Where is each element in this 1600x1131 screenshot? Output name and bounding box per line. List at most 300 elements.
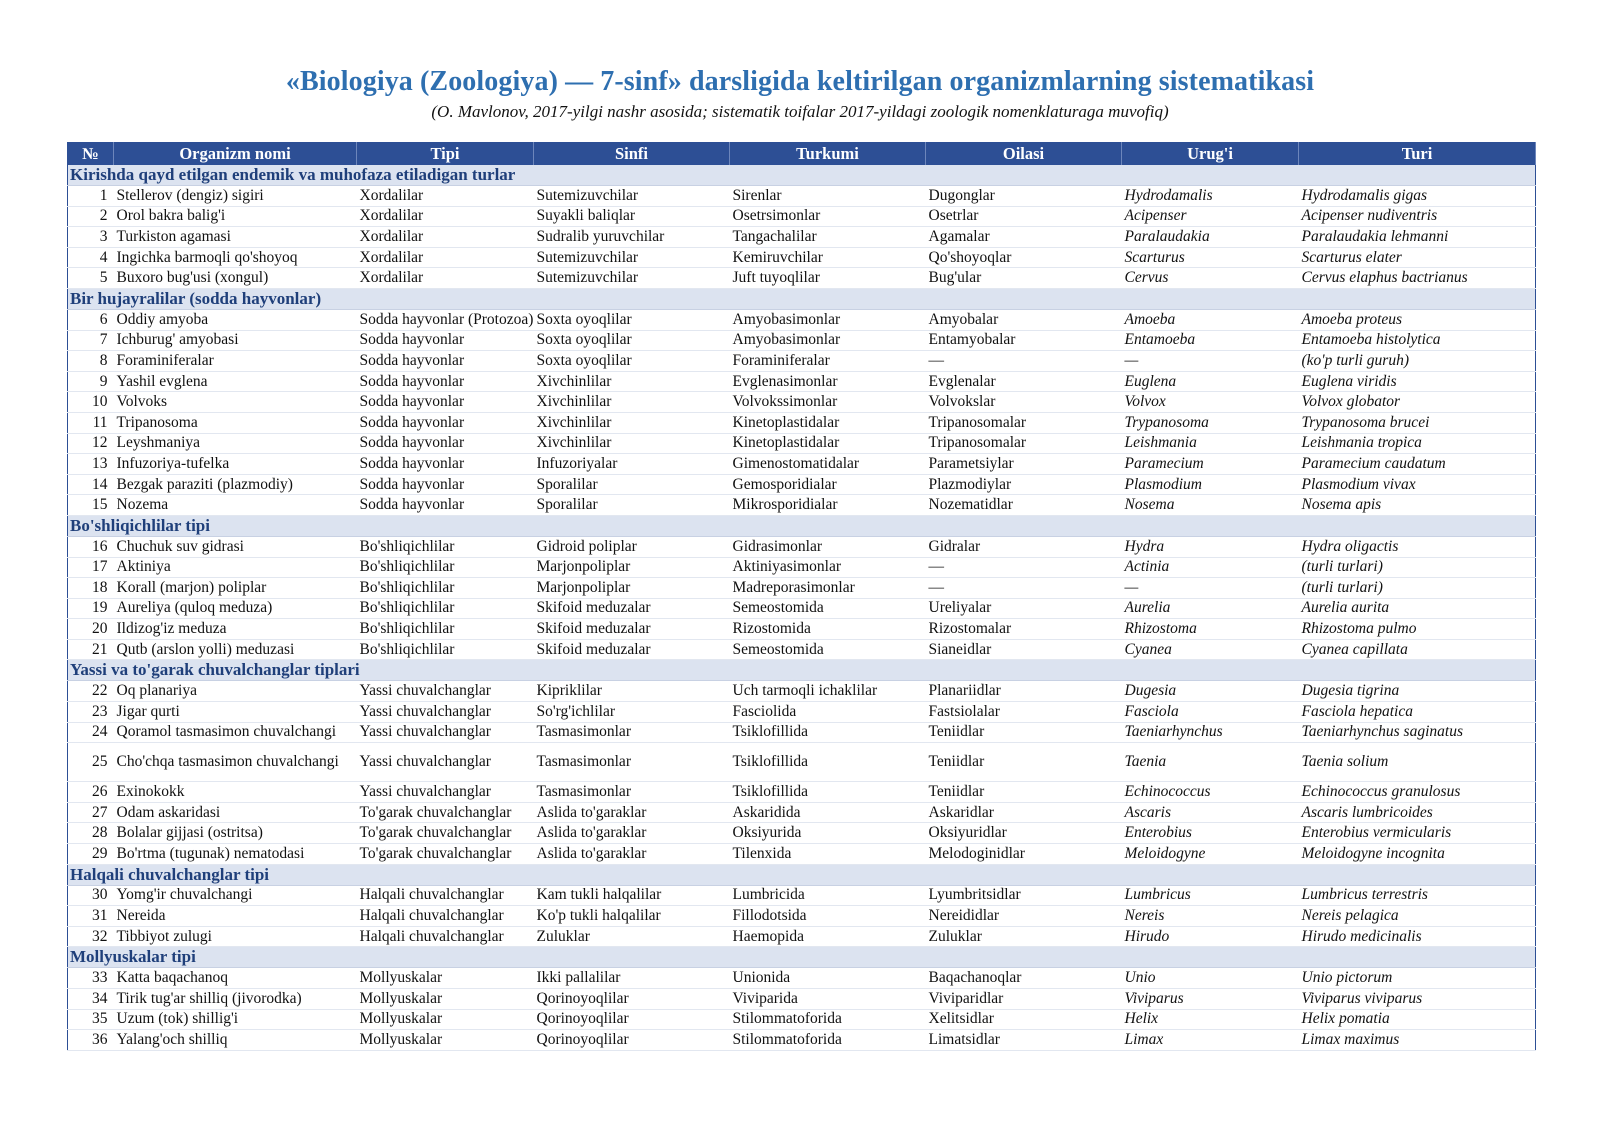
cell-class: Gidroid poliplar	[534, 536, 730, 557]
cell-family: —	[926, 578, 1122, 599]
cell-phylum: Xordalilar	[357, 227, 534, 248]
section-header-row	[68, 515, 1536, 536]
cell-organism-name: Cho'chqa tasmasimon chuvalchangi	[114, 743, 357, 782]
cell-family: Bug'ular	[926, 268, 1122, 289]
cell-organism-name: Leyshmaniya	[114, 433, 357, 454]
table-row	[68, 885, 1536, 906]
cell-phylum: Sodda hayvonlar	[357, 474, 534, 495]
cell-class: Aslida to'garaklar	[534, 844, 730, 865]
cell-class: Ko'p tukli halqalilar	[534, 906, 730, 927]
cell-organism-name: Infuzoriya-tufelka	[114, 454, 357, 475]
cell-species: (ko'p turli guruh)	[1299, 351, 1536, 372]
table-row	[68, 206, 1536, 227]
table-row	[68, 433, 1536, 454]
header-species: Turi	[1299, 143, 1536, 166]
cell-number: 16	[68, 536, 114, 557]
cell-species: Paramecium caudatum	[1299, 454, 1536, 475]
cell-order: Madreporasimonlar	[730, 578, 926, 599]
cell-organism-name: Stellerov (dengiz) sigiri	[114, 186, 357, 207]
cell-organism-name: Korall (marjon) poliplar	[114, 578, 357, 599]
cell-genus: Entamoeba	[1122, 330, 1299, 351]
cell-order: Aktiniyasimonlar	[730, 557, 926, 578]
table-row	[68, 1009, 1536, 1030]
cell-class: Xivchinlilar	[534, 412, 730, 433]
cell-class: Aslida to'garaklar	[534, 823, 730, 844]
cell-order: Gidrasimonlar	[730, 536, 926, 557]
cell-order: Askaridida	[730, 802, 926, 823]
cell-organism-name: Chuchuk suv gidrasi	[114, 536, 357, 557]
cell-number: 34	[68, 989, 114, 1010]
cell-species: Meloidogyne incognita	[1299, 844, 1536, 865]
cell-family: Amyobalar	[926, 309, 1122, 330]
table-row	[68, 454, 1536, 475]
cell-species: Limax maximus	[1299, 1030, 1536, 1051]
cell-class: Qorinoyoqlilar	[534, 1009, 730, 1030]
cell-number: 7	[68, 330, 114, 351]
table-row	[68, 268, 1536, 289]
cell-genus: Leishmania	[1122, 433, 1299, 454]
cell-order: Kinetoplastidalar	[730, 433, 926, 454]
cell-phylum: Bo'shliqichlilar	[357, 536, 534, 557]
cell-organism-name: Exinokokk	[114, 782, 357, 803]
cell-family: Osetrlar	[926, 206, 1122, 227]
section-header-row	[68, 660, 1536, 681]
table-row	[68, 412, 1536, 433]
cell-number: 21	[68, 639, 114, 660]
cell-phylum: Xordalilar	[357, 247, 534, 268]
cell-phylum: Bo'shliqichlilar	[357, 639, 534, 660]
cell-number: 6	[68, 309, 114, 330]
table-row	[68, 247, 1536, 268]
cell-organism-name: Yomg'ir chuvalchangi	[114, 885, 357, 906]
cell-family: —	[926, 351, 1122, 372]
section-title: Mollyuskalar tipi	[68, 947, 1536, 968]
cell-phylum: Sodda hayvonlar	[357, 330, 534, 351]
cell-class: Soxta oyoqlilar	[534, 330, 730, 351]
table-row	[68, 392, 1536, 413]
cell-phylum: Yassi chuvalchanglar	[357, 743, 534, 782]
cell-genus: Aurelia	[1122, 598, 1299, 619]
header-genus: Urug'i	[1122, 143, 1299, 166]
cell-organism-name: Buxoro bug'usi (xongul)	[114, 268, 357, 289]
cell-genus: Hirudo	[1122, 926, 1299, 947]
cell-organism-name: Bo'rtma (tugunak) nematodasi	[114, 844, 357, 865]
cell-order: Osetrsimonlar	[730, 206, 926, 227]
cell-family: Nereididlar	[926, 906, 1122, 927]
cell-species: Acipenser nudiventris	[1299, 206, 1536, 227]
section-title: Yassi va to'garak chuvalchanglar tiplari	[68, 660, 1536, 681]
header-family: Oilasi	[926, 143, 1122, 166]
cell-phylum: Yassi chuvalchanglar	[357, 722, 534, 743]
cell-phylum: To'garak chuvalchanglar	[357, 823, 534, 844]
cell-order: Tsiklofillida	[730, 743, 926, 782]
cell-class: Skifoid meduzalar	[534, 598, 730, 619]
cell-number: 10	[68, 392, 114, 413]
cell-genus: Unio	[1122, 968, 1299, 989]
cell-family: Agamalar	[926, 227, 1122, 248]
cell-phylum: Bo'shliqichlilar	[357, 557, 534, 578]
cell-phylum: Bo'shliqichlilar	[357, 598, 534, 619]
cell-order: Rizostomida	[730, 619, 926, 640]
cell-class: Kam tukli halqalilar	[534, 885, 730, 906]
cell-order: Fillodotsida	[730, 906, 926, 927]
section-header-row	[68, 165, 1536, 186]
cell-number: 5	[68, 268, 114, 289]
cell-species: Nereis pelagica	[1299, 906, 1536, 927]
cell-phylum: Bo'shliqichlilar	[357, 619, 534, 640]
cell-genus: Cyanea	[1122, 639, 1299, 660]
table-row	[68, 989, 1536, 1010]
cell-genus: Volvox	[1122, 392, 1299, 413]
cell-organism-name: Aktiniya	[114, 557, 357, 578]
cell-family: Askaridlar	[926, 802, 1122, 823]
table-row	[68, 802, 1536, 823]
cell-species: Hydra oligactis	[1299, 536, 1536, 557]
cell-order: Kemiruvchilar	[730, 247, 926, 268]
cell-genus: Limax	[1122, 1030, 1299, 1051]
cell-number: 33	[68, 968, 114, 989]
table-row	[68, 227, 1536, 248]
cell-phylum: Halqali chuvalchanglar	[357, 906, 534, 927]
cell-number: 32	[68, 926, 114, 947]
table-row	[68, 578, 1536, 599]
cell-family: Plazmodiylar	[926, 474, 1122, 495]
cell-class: Xivchinlilar	[534, 392, 730, 413]
header-phylum: Tipi	[357, 143, 534, 166]
cell-genus: Dugesia	[1122, 681, 1299, 702]
cell-species: Rhizostoma pulmo	[1299, 619, 1536, 640]
cell-family: Xelitsidlar	[926, 1009, 1122, 1030]
cell-number: 28	[68, 823, 114, 844]
cell-genus: Lumbricus	[1122, 885, 1299, 906]
cell-phylum: Sodda hayvonlar	[357, 454, 534, 475]
cell-order: Foraminiferalar	[730, 351, 926, 372]
cell-species: Taeniarhynchus saginatus	[1299, 722, 1536, 743]
table-row	[68, 1030, 1536, 1051]
cell-species: Scarturus elater	[1299, 247, 1536, 268]
table-row	[68, 681, 1536, 702]
cell-phylum: Xordalilar	[357, 268, 534, 289]
cell-order: Tsiklofillida	[730, 782, 926, 803]
cell-organism-name: Qutb (arslon yolli) meduzasi	[114, 639, 357, 660]
cell-family: Baqachanoqlar	[926, 968, 1122, 989]
cell-species: Amoeba proteus	[1299, 309, 1536, 330]
table-row	[68, 495, 1536, 516]
cell-number: 11	[68, 412, 114, 433]
cell-organism-name: Yashil evglena	[114, 371, 357, 392]
cell-phylum: Sodda hayvonlar (Protozoa)	[357, 309, 534, 330]
table-header-row	[68, 143, 1536, 166]
cell-species: Lumbricus terrestris	[1299, 885, 1536, 906]
cell-phylum: Sodda hayvonlar	[357, 371, 534, 392]
cell-order: Stilommatoforida	[730, 1030, 926, 1051]
cell-phylum: Yassi chuvalchanglar	[357, 702, 534, 723]
cell-organism-name: Katta baqachanoq	[114, 968, 357, 989]
cell-organism-name: Bolalar gijjasi (ostritsa)	[114, 823, 357, 844]
cell-class: Tasmasimonlar	[534, 743, 730, 782]
cell-number: 23	[68, 702, 114, 723]
cell-family: Oksiyuridlar	[926, 823, 1122, 844]
cell-family: Teniidlar	[926, 722, 1122, 743]
cell-family: Tripanosomalar	[926, 412, 1122, 433]
cell-species: Trypanosoma brucei	[1299, 412, 1536, 433]
cell-class: Tasmasimonlar	[534, 722, 730, 743]
cell-family: Teniidlar	[926, 743, 1122, 782]
cell-organism-name: Foraminiferalar	[114, 351, 357, 372]
cell-family: Parametsiylar	[926, 454, 1122, 475]
cell-species: Euglena viridis	[1299, 371, 1536, 392]
cell-number: 27	[68, 802, 114, 823]
cell-organism-name: Turkiston agamasi	[114, 227, 357, 248]
cell-species: (turli turlari)	[1299, 578, 1536, 599]
cell-genus: Ascaris	[1122, 802, 1299, 823]
cell-genus: Paralaudakia	[1122, 227, 1299, 248]
cell-order: Amyobasimonlar	[730, 309, 926, 330]
cell-organism-name: Tibbiyot zulugi	[114, 926, 357, 947]
cell-phylum: Yassi chuvalchanglar	[357, 681, 534, 702]
page-title: «Biologiya (Zoologiya) — 7-sinf» darsligida keltirilgan organizmlarning sistematikasi	[285, 66, 1315, 97]
cell-genus: Fasciola	[1122, 702, 1299, 723]
table-row	[68, 844, 1536, 865]
cell-phylum: To'garak chuvalchanglar	[357, 802, 534, 823]
cell-order: Volvokssimonlar	[730, 392, 926, 413]
cell-order: Gimenostomatidalar	[730, 454, 926, 475]
cell-species: Enterobius vermicularis	[1299, 823, 1536, 844]
table-row	[68, 474, 1536, 495]
cell-class: Sporalilar	[534, 474, 730, 495]
cell-number: 22	[68, 681, 114, 702]
cell-organism-name: Bezgak paraziti (plazmodiy)	[114, 474, 357, 495]
cell-organism-name: Orol bakra balig'i	[114, 206, 357, 227]
cell-class: Qorinoyoqlilar	[534, 1030, 730, 1051]
cell-number: 9	[68, 371, 114, 392]
cell-family: Rizostomalar	[926, 619, 1122, 640]
cell-phylum: Sodda hayvonlar	[357, 495, 534, 516]
cell-class: Kipriklilar	[534, 681, 730, 702]
cell-phylum: Xordalilar	[357, 186, 534, 207]
cell-class: Aslida to'garaklar	[534, 802, 730, 823]
section-title: Bo'shliqichlilar tipi	[68, 515, 1536, 536]
table-row	[68, 351, 1536, 372]
section-title: Bir hujayralilar (sodda hayvonlar)	[68, 288, 1536, 309]
cell-number: 14	[68, 474, 114, 495]
header-class: Sinfi	[534, 143, 730, 166]
cell-class: Skifoid meduzalar	[534, 639, 730, 660]
taxonomy-table	[67, 142, 1536, 1051]
cell-number: 30	[68, 885, 114, 906]
cell-class: Tasmasimonlar	[534, 782, 730, 803]
cell-order: Unionida	[730, 968, 926, 989]
cell-species: Cervus elaphus bactrianus	[1299, 268, 1536, 289]
table-row	[68, 782, 1536, 803]
cell-phylum: Mollyuskalar	[357, 989, 534, 1010]
page-subtitle: (O. Mavlonov, 2017-yilgi nashr asosida; sistematik toifalar 2017-yildagi zoologik nomenklaturaga muvofiq)	[431, 102, 1169, 121]
cell-family: Evglenalar	[926, 371, 1122, 392]
section-header-row	[68, 288, 1536, 309]
header-organism-name: Organizm nomi	[114, 143, 357, 166]
cell-organism-name: Aureliya (quloq meduza)	[114, 598, 357, 619]
cell-order: Viviparida	[730, 989, 926, 1010]
cell-family: Planariidlar	[926, 681, 1122, 702]
cell-genus: Helix	[1122, 1009, 1299, 1030]
cell-phylum: Halqali chuvalchanglar	[357, 885, 534, 906]
cell-species: Fasciola hepatica	[1299, 702, 1536, 723]
table-row	[68, 823, 1536, 844]
cell-number: 13	[68, 454, 114, 475]
cell-order: Fasciolida	[730, 702, 926, 723]
cell-species: Hydrodamalis gigas	[1299, 186, 1536, 207]
cell-species: Plasmodium vivax	[1299, 474, 1536, 495]
cell-family: Sianeidlar	[926, 639, 1122, 660]
cell-number: 2	[68, 206, 114, 227]
cell-class: Soxta oyoqlilar	[534, 351, 730, 372]
table-row	[68, 968, 1536, 989]
cell-order: Kinetoplastidalar	[730, 412, 926, 433]
header-order: Turkumi	[730, 143, 926, 166]
cell-genus: —	[1122, 351, 1299, 372]
cell-family: Volvokslar	[926, 392, 1122, 413]
cell-order: Uch tarmoqli ichaklilar	[730, 681, 926, 702]
table-row	[68, 536, 1536, 557]
cell-class: Infuzoriyalar	[534, 454, 730, 475]
cell-species: Aurelia aurita	[1299, 598, 1536, 619]
cell-genus: Taeniarhynchus	[1122, 722, 1299, 743]
cell-family: Viviparidlar	[926, 989, 1122, 1010]
section-header-row	[68, 947, 1536, 968]
cell-class: Sutemizuvchilar	[534, 247, 730, 268]
cell-genus: Nosema	[1122, 495, 1299, 516]
cell-genus: Plasmodium	[1122, 474, 1299, 495]
cell-number: 1	[68, 186, 114, 207]
cell-class: Sutemizuvchilar	[534, 268, 730, 289]
cell-family: Tripanosomalar	[926, 433, 1122, 454]
cell-number: 12	[68, 433, 114, 454]
cell-family: Teniidlar	[926, 782, 1122, 803]
table-body	[68, 165, 1536, 1050]
cell-organism-name: Nozema	[114, 495, 357, 516]
cell-number: 4	[68, 247, 114, 268]
cell-species: Entamoeba histolytica	[1299, 330, 1536, 351]
cell-genus: Trypanosoma	[1122, 412, 1299, 433]
cell-species: Ascaris lumbricoides	[1299, 802, 1536, 823]
cell-number: 3	[68, 227, 114, 248]
cell-order: Haemopida	[730, 926, 926, 947]
table-row	[68, 598, 1536, 619]
cell-phylum: Mollyuskalar	[357, 1030, 534, 1051]
cell-species: Paralaudakia lehmanni	[1299, 227, 1536, 248]
cell-class: So'rg'ichlilar	[534, 702, 730, 723]
cell-phylum: Sodda hayvonlar	[357, 351, 534, 372]
table-row	[68, 743, 1536, 782]
cell-class: Sutemizuvchilar	[534, 186, 730, 207]
cell-class: Soxta oyoqlilar	[534, 309, 730, 330]
cell-genus: Rhizostoma	[1122, 619, 1299, 640]
cell-phylum: Mollyuskalar	[357, 968, 534, 989]
cell-class: Marjonpoliplar	[534, 578, 730, 599]
cell-family: Limatsidlar	[926, 1030, 1122, 1051]
cell-species: Dugesia tigrina	[1299, 681, 1536, 702]
cell-genus: Actinia	[1122, 557, 1299, 578]
cell-genus: —	[1122, 578, 1299, 599]
cell-organism-name: Ingichka barmoqli qo'shoyoq	[114, 247, 357, 268]
cell-class: Xivchinlilar	[534, 371, 730, 392]
cell-genus: Scarturus	[1122, 247, 1299, 268]
cell-number: 8	[68, 351, 114, 372]
section-header-row	[68, 864, 1536, 885]
section-title: Kirishda qayd etilgan endemik va muhofaza etiladigan turlar	[68, 165, 1536, 186]
table-row	[68, 906, 1536, 927]
cell-order: Oksiyurida	[730, 823, 926, 844]
header-number: №	[68, 143, 114, 166]
cell-family: Qo'shoyoqlar	[926, 247, 1122, 268]
cell-species: Hirudo medicinalis	[1299, 926, 1536, 947]
cell-genus: Hydra	[1122, 536, 1299, 557]
table-row	[68, 557, 1536, 578]
cell-order: Semeostomida	[730, 639, 926, 660]
cell-phylum: Yassi chuvalchanglar	[357, 782, 534, 803]
cell-genus: Echinococcus	[1122, 782, 1299, 803]
cell-genus: Nereis	[1122, 906, 1299, 927]
cell-family: Nozematidlar	[926, 495, 1122, 516]
cell-order: Tsiklofillida	[730, 722, 926, 743]
cell-organism-name: Nereida	[114, 906, 357, 927]
cell-number: 26	[68, 782, 114, 803]
cell-class: Suyakli baliqlar	[534, 206, 730, 227]
cell-organism-name: Ichburug' amyobasi	[114, 330, 357, 351]
cell-number: 29	[68, 844, 114, 865]
cell-organism-name: Yalang'och shilliq	[114, 1030, 357, 1051]
cell-organism-name: Oddiy amyoba	[114, 309, 357, 330]
cell-phylum: Mollyuskalar	[357, 1009, 534, 1030]
cell-species: Echinococcus granulosus	[1299, 782, 1536, 803]
section-title: Halqali chuvalchanglar tipi	[68, 864, 1536, 885]
cell-genus: Acipenser	[1122, 206, 1299, 227]
cell-genus: Viviparus	[1122, 989, 1299, 1010]
cell-class: Sudralib yuruvchilar	[534, 227, 730, 248]
cell-genus: Paramecium	[1122, 454, 1299, 475]
cell-family: Fastsiolalar	[926, 702, 1122, 723]
cell-order: Sirenlar	[730, 186, 926, 207]
cell-genus: Enterobius	[1122, 823, 1299, 844]
cell-class: Qorinoyoqlilar	[534, 989, 730, 1010]
cell-number: 24	[68, 722, 114, 743]
cell-number: 20	[68, 619, 114, 640]
cell-number: 35	[68, 1009, 114, 1030]
cell-order: Mikrosporidialar	[730, 495, 926, 516]
cell-phylum: To'garak chuvalchanglar	[357, 844, 534, 865]
cell-genus: Amoeba	[1122, 309, 1299, 330]
cell-number: 19	[68, 598, 114, 619]
table-row	[68, 371, 1536, 392]
cell-phylum: Bo'shliqichlilar	[357, 578, 534, 599]
table-row	[68, 702, 1536, 723]
cell-class: Ikki pallalilar	[534, 968, 730, 989]
cell-species: Nosema apis	[1299, 495, 1536, 516]
cell-genus: Taenia	[1122, 743, 1299, 782]
cell-number: 15	[68, 495, 114, 516]
table-row	[68, 639, 1536, 660]
cell-species: Cyanea capillata	[1299, 639, 1536, 660]
cell-class: Marjonpoliplar	[534, 557, 730, 578]
cell-number: 18	[68, 578, 114, 599]
cell-organism-name: Volvoks	[114, 392, 357, 413]
cell-order: Gemosporidialar	[730, 474, 926, 495]
table-row	[68, 722, 1536, 743]
cell-organism-name: Odam askaridasi	[114, 802, 357, 823]
cell-number: 25	[68, 743, 114, 782]
cell-organism-name: Tripanosoma	[114, 412, 357, 433]
cell-phylum: Xordalilar	[357, 206, 534, 227]
